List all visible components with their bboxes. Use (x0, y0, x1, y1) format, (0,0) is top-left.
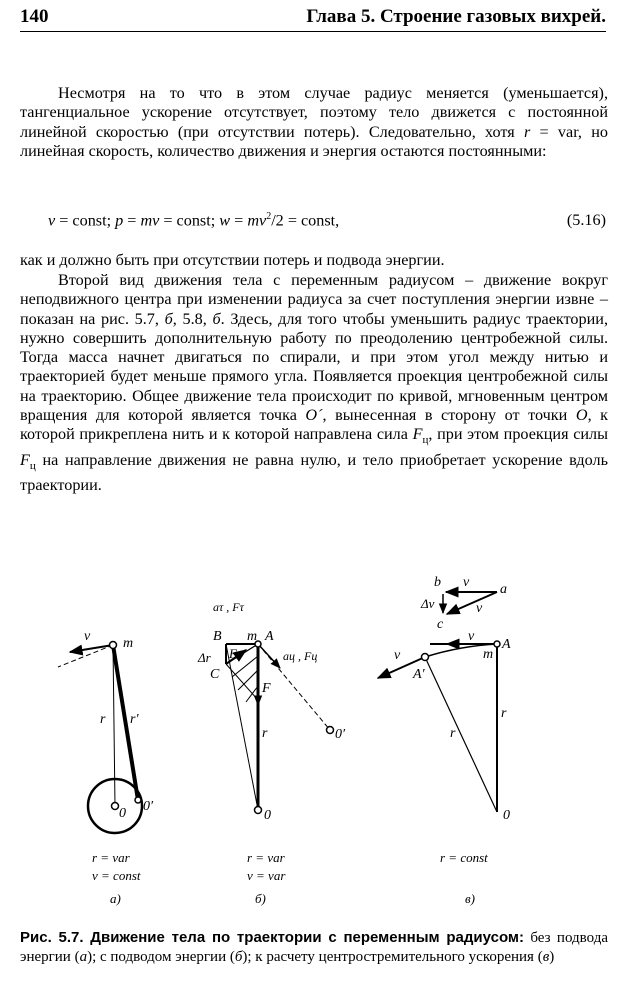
b-label-r: r (262, 726, 268, 741)
b-label-dr: Δr (198, 650, 211, 665)
c-label-c: c (437, 617, 444, 632)
b-label-0: 0 (264, 808, 271, 823)
c-label-b: b (434, 575, 441, 590)
a-mass-point (110, 642, 117, 649)
a-label-m: m (123, 636, 134, 651)
b-label-0-prime: 0′ (335, 727, 346, 742)
c-label-a: a (500, 582, 507, 597)
chapter-title: Глава 5. Строение газовых вихрей. (306, 6, 606, 27)
a-label-r: r (100, 712, 106, 727)
equation-number: (5.16) (566, 211, 606, 229)
b-label-m: m (247, 629, 258, 644)
c-label-v-top: v (463, 575, 470, 590)
a-cond-1: r = var (92, 850, 130, 865)
c-label-0: 0 (503, 808, 510, 823)
c-cond-1: r = const (440, 850, 488, 865)
a-radius-r (113, 645, 115, 806)
b-label-F: F (262, 681, 271, 696)
b-label-ac-fc: aц , Fц (283, 649, 318, 663)
b-label-C: C (210, 667, 220, 682)
c-label-m: m (483, 647, 494, 662)
page-number: 140 (20, 6, 49, 27)
a-velocity-arrow (70, 645, 113, 652)
c-label-A: A (502, 637, 511, 652)
page-header (20, 6, 606, 30)
caption-title: Рис. 5.7. Движение тела по траектории с переменным радиусом: (20, 929, 525, 946)
header-rule (20, 31, 606, 32)
c-label-dv: Δv (421, 596, 435, 611)
c-label-v-right: v (468, 629, 475, 644)
a-tangent-dashed (58, 645, 113, 667)
panel-c (378, 575, 511, 906)
figure-caption: Рис. 5.7. Движение тела по траектории с переменным радиусом: без подвода энергии (а); с подводом энергии (б); к расчету центростремительного ускорения (в) (20, 929, 608, 965)
b-label-F-small: F (229, 646, 237, 661)
c-label-A-prime: A′ (413, 667, 425, 682)
panel-b (197, 600, 346, 906)
paragraph-2: как и должно быть при отсутствии потерь и подвода энергии. (20, 251, 445, 269)
equation-formula: v = const; p = mv = const; $w = mv^2/2$ = const, (48, 211, 340, 230)
b-sub-label: б) (255, 891, 266, 906)
b-label-B: B (213, 629, 222, 644)
c-label-v-left: v (394, 648, 401, 663)
c-label-v-diag: v (476, 601, 483, 616)
a-center-0-prime (135, 797, 141, 803)
b-cond-2: v = var (247, 868, 286, 883)
b-label-at-ft: aτ , Fτ (213, 600, 244, 614)
a-label-0: 0 (119, 806, 126, 821)
a-label-0-prime: 0′ (143, 799, 154, 814)
paragraph-1: Несмотря на то что в этом случае радиус меняется (уменьшается), тангенциальное ускорение отсутствует, поэтому тело движется с постоянной линейной скоростью (при отсутствии потерь). Следовательно, хотя r = var, но линейная скорость, количество движения и энергия остаются постоянными: (20, 84, 609, 160)
c-label-r-right: r (501, 706, 507, 721)
c-label-r-left: r (450, 726, 456, 741)
figure-5-7 (0, 568, 626, 913)
a-label-r-prime: r′ (130, 712, 139, 727)
a-label-v: v (84, 629, 91, 644)
paragraph-3: Второй вид движения тела с переменным радиусом – движение вокруг неподвижного центра при изменении радиуса за счет поступления энергии извне – показан на рис. 5.7, б, 5.8, б. Здесь, для того чтобы уменьшить радиус траектории, нужно совершить дополнительную работу по преодолению центробежной силы. Тогда масса начнет двигаться по спирали, и при этом угол между нитью и траекторией будет меньше прямого угла. Появляется проекция центробежной силы на траекторию. Общее движение тела происходит по кривой, мгновенным центром вращения для которой является точка O´, вынесенная в сторону от точки O, к которой прикреплена нить и к которой направлена сила $F_ц$, при этом проекция силы $F_ц$ на направление движения не равна нулю, и тело приобретает ускорение вдоль траектории. (20, 271, 608, 495)
a-sub-label: а) (110, 891, 121, 906)
a-center-0 (112, 803, 119, 810)
c-sub-label: в) (465, 891, 475, 906)
panel-a (58, 629, 154, 906)
b-cond-1: r = var (247, 850, 285, 865)
b-label-A: A (265, 629, 274, 644)
a-cond-2: v = const (92, 868, 141, 883)
